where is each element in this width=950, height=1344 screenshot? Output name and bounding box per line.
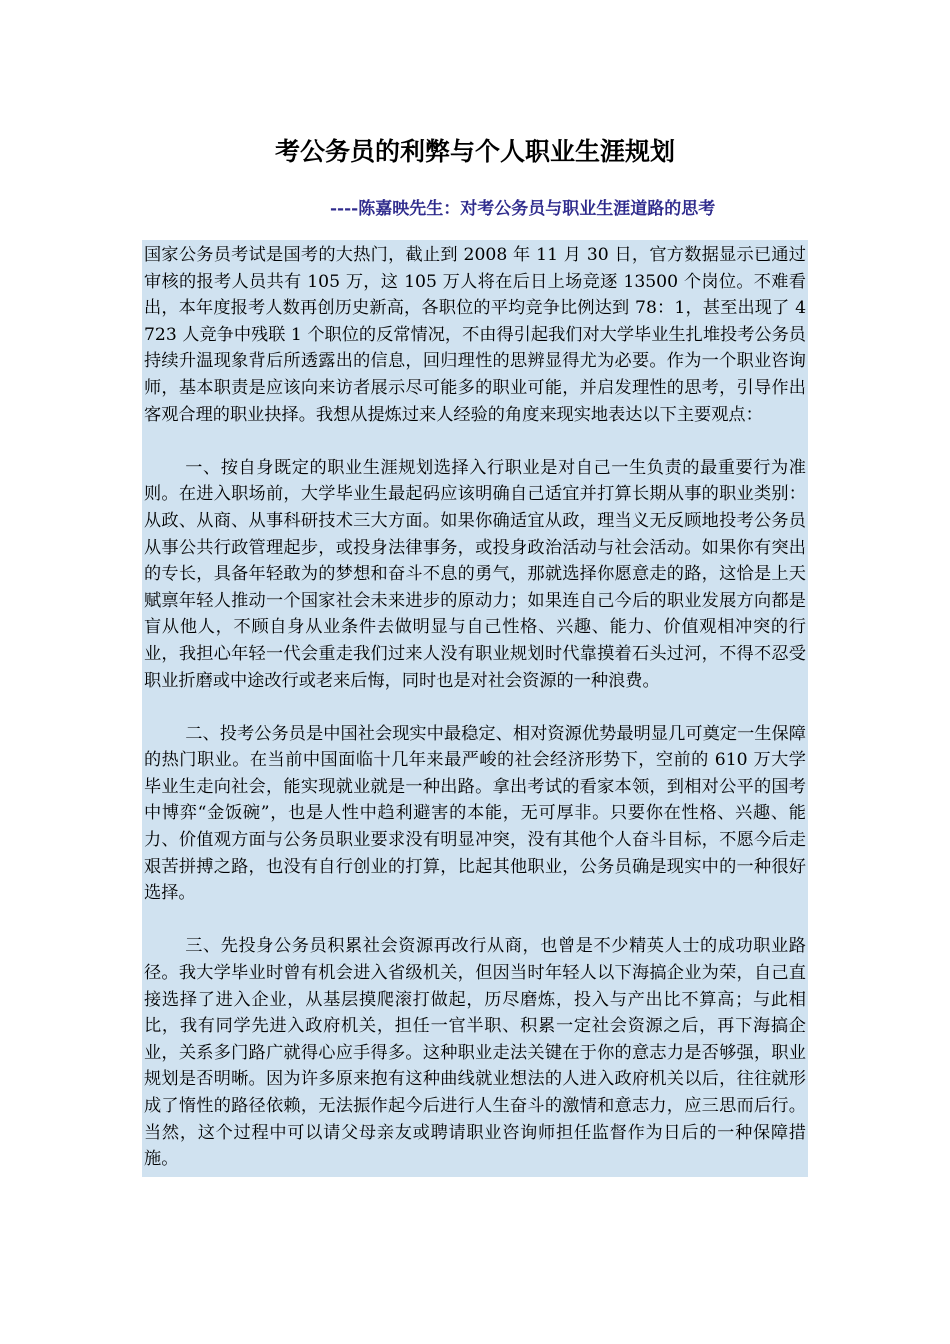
point-one-paragraph: 一、按自身既定的职业生涯规划选择入行职业是对自己一生负责的最重要行为准则。在进入职场前，大学毕业生最起码应该明确自己适宜并打算长期从事的职业类别：从政、从商、从事科研技术三大方面。如果你确适宜从政，理当义无反顾地投考公务员从事公共行政管理起步，或投身法律事务，或投身政治活动与社会活动。如果你有突出的专长，具备年轻敢为的梦想和奋斗不息的勇气，那就选择你愿意走的路，这恰是上天赋禀年轻人推动一个国家社会未来进步的原动力；如果连自己今后的职业发展方向都是盲从他人，不顾自身从业条件去做明显与自己性格、兴趣、能力、价值观相冲突的行业，我担心年轻一代会重走我们过来人没有职业规划时代靠摸着石头过河，不得不忍受职业折磨或中途改行或老来后悔，同时也是对社会资源的一种浪费。 bbox=[144, 457, 806, 691]
document-title: 考公务员的利弊与个人职业生涯规划 bbox=[274, 137, 675, 166]
intro-paragraph: 国家公务员考试是国考的大热门，截止到 2008 年 11 月 30 日，官方数据显示已通过审核的报考人员共有 105 万，这 105 万人将在后日上场竞逐 13500 个岗位。不难看出，本年度报考人数再创历史新高，各职位的平均竞争比例达到 78：1，甚至出现了 4723 人竞争中残联 1 个职位的反常情况，不由得引起我们对大学毕业生扎堆投考公务员持续升温现象背后所透露出的信息，回归理性的思辨显得尤为必要。作为一个职业咨询师，基本职责是应该向来访者展示尽可能多的职业可能，并启发理性的思考，引导作出客观合理的职业抉择。我想从提炼过来人经验的角度来现实地表达以下主要观点： bbox=[144, 245, 806, 425]
document-subtitle: ----陈嘉映先生：对考公务员与职业生涯道路的思考 bbox=[330, 199, 716, 219]
paragraph-gap bbox=[144, 694, 806, 721]
point-two-paragraph: 二、投考公务员是中国社会现实中最稳定、相对资源优势最明显几可奠定一生保障的热门职业。在当前中国面临十几年来最严峻的社会经济形势下，空前的 610 万大学毕业生走向社会，能实现就业就是一种出路。拿出考试的看家本领，到相对公平的国考中博弈“金饭碗”，也是人性中趋利避害的本能，无可厚非。只要你在性格、兴趣、能力、价值观方面与公务员职业要求没有明显冲突，没有其他个人奋斗目标，不愿今后走艰苦拼搏之路，也没有自行创业的打算，比起其他职业，公务员确是现实中的一种很好选择。 bbox=[144, 723, 806, 904]
paragraph-gap bbox=[144, 428, 806, 455]
point-three-paragraph: 三、先投身公务员积累社会资源再改行从商，也曾是不少精英人士的成功职业路径。我大学毕业时曾有机会进入省级机关，但因当时年轻人以下海搞企业为荣，自己直接选择了进入企业，从基层摸爬滚打做起，历尽磨炼，投入与产出比不算高；与此相比，我有同学先进入政府机关，担任一官半职、积累一定社会资源之后，再下海搞企业，关系多门路广就得心应手得多。这种职业走法关键在于你的意志力是否够强，职业规划是否明晰。因为许多原来抱有这种曲线就业想法的人进入政府机关以后，往往就形成了惰性的路径依赖，无法振作起今后进行人生奋斗的激情和意志力，应三思而后行。当然，这个过程中可以请父母亲友或聘请职业咨询师担任监督作为日后的一种保障措施。 bbox=[144, 936, 806, 1170]
highlighted-body bbox=[142, 240, 808, 1177]
paragraph-gap bbox=[144, 907, 806, 934]
